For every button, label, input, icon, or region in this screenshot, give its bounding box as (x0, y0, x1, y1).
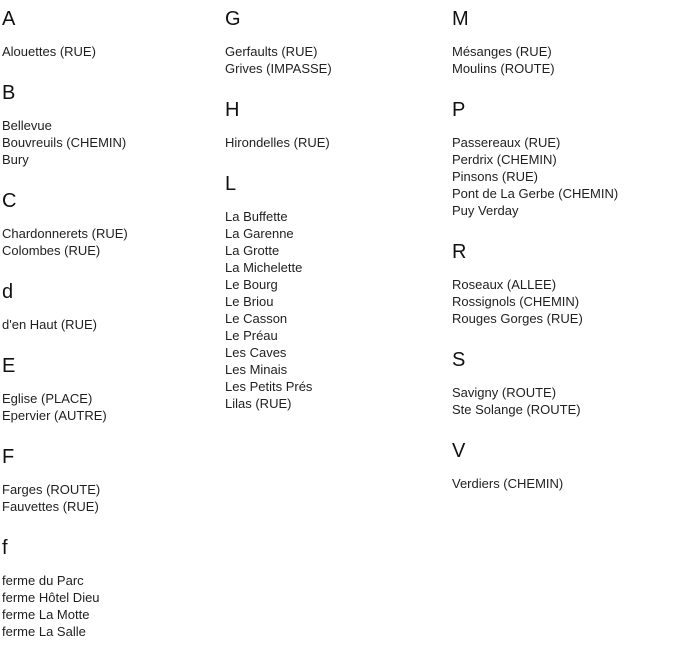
street-entry[interactable]: Mésanges (RUE) (452, 44, 552, 59)
letter-heading: C (2, 190, 17, 212)
street-entry[interactable]: Grives (IMPASSE) (225, 61, 332, 76)
letter-section-s (452, 349, 672, 418)
street-entry[interactable]: Rouges Gorges (RUE) (452, 311, 583, 326)
street-entry-list (2, 481, 225, 515)
letter-section-b (2, 82, 225, 168)
street-entry-list (2, 117, 225, 168)
letter-heading: R (452, 241, 467, 263)
street-entry-list (452, 276, 672, 327)
street-entry[interactable]: Chardonnerets (RUE) (2, 226, 128, 241)
letter-heading: A (2, 8, 16, 30)
street-entry[interactable]: Hirondelles (RUE) (225, 135, 330, 150)
street-entry[interactable]: Bury (2, 152, 29, 167)
street-entry[interactable]: Les Minais (225, 362, 288, 377)
street-entry[interactable]: Savigny (ROUTE) (452, 385, 557, 400)
street-entry[interactable]: Le Briou (225, 294, 274, 309)
street-entry[interactable]: Le Casson (225, 311, 288, 326)
letter-section-h (225, 99, 452, 151)
index-column-1 (2, 8, 225, 662)
street-entry[interactable]: Pont de La Gerbe (CHEMIN) (452, 186, 619, 201)
street-entry[interactable]: Fauvettes (RUE) (2, 499, 99, 514)
letter-section-v (452, 440, 672, 492)
letter-section-p (452, 99, 672, 219)
letter-heading: L (225, 173, 237, 195)
letter-section-e (2, 355, 225, 424)
street-entry[interactable]: Bellevue (2, 118, 52, 133)
street-entry-list (452, 384, 672, 418)
street-entry-list (2, 43, 225, 60)
letter-heading: f (2, 537, 8, 559)
street-entry-list (2, 390, 225, 424)
street-entry[interactable]: Puy Verday (452, 203, 519, 218)
street-entry[interactable]: Gerfaults (RUE) (225, 44, 318, 59)
street-entry[interactable]: La Grotte (225, 243, 280, 258)
street-entry[interactable]: La Buffette (225, 209, 288, 224)
street-entry[interactable]: Le Préau (225, 328, 278, 343)
letter-section-d (2, 281, 225, 333)
street-entry[interactable]: Verdiers (CHEMIN) (452, 476, 564, 491)
street-entry[interactable]: ferme La Motte (2, 607, 90, 622)
street-entry[interactable]: ferme Hôtel Dieu (2, 590, 100, 605)
letter-heading: F (2, 446, 15, 468)
street-entry[interactable]: Passereaux (RUE) (452, 135, 561, 150)
street-entry[interactable]: Le Bourg (225, 277, 278, 292)
street-entry[interactable]: ferme du Parc (2, 573, 84, 588)
street-entry[interactable]: Moulins (ROUTE) (452, 61, 555, 76)
letter-section-l (225, 173, 452, 412)
street-entry-list (2, 572, 225, 640)
street-entry-list (225, 134, 452, 151)
street-entry[interactable]: Perdrix (CHEMIN) (452, 152, 557, 167)
index-column-2 (225, 8, 452, 662)
street-entry[interactable]: Eglise (PLACE) (2, 391, 93, 406)
letter-heading: V (452, 440, 466, 462)
street-entry[interactable]: d'en Haut (RUE) (2, 317, 97, 332)
letter-section-a (2, 8, 225, 60)
street-entry[interactable]: Bouvreuils (CHEMIN) (2, 135, 127, 150)
street-entry-list (452, 475, 672, 492)
letter-heading: E (2, 355, 16, 377)
street-entry[interactable]: Rossignols (CHEMIN) (452, 294, 580, 309)
street-entry-list (225, 208, 452, 412)
street-entry-list (2, 316, 225, 333)
street-entry[interactable]: Farges (ROUTE) (2, 482, 101, 497)
street-entry[interactable]: Les Petits Prés (225, 379, 313, 394)
street-entry[interactable]: La Garenne (225, 226, 294, 241)
letter-section-g (225, 8, 452, 77)
street-entry-list (225, 43, 452, 77)
letter-section-c (2, 190, 225, 259)
letter-heading: B (2, 82, 16, 104)
letter-heading: S (452, 349, 466, 371)
letter-heading: H (225, 99, 240, 121)
index-column-3 (452, 8, 672, 662)
letter-heading: d (2, 281, 14, 303)
street-entry[interactable]: ferme La Salle (2, 624, 86, 639)
street-entry[interactable]: Lilas (RUE) (225, 396, 292, 411)
street-entry[interactable]: Epervier (AUTRE) (2, 408, 107, 423)
street-entry[interactable]: Les Caves (225, 345, 287, 360)
letter-section-f (2, 446, 225, 515)
street-entry[interactable]: Alouettes (RUE) (2, 44, 96, 59)
letter-section-m (452, 8, 672, 77)
letter-section-f (2, 537, 225, 640)
street-entry-list (2, 225, 225, 259)
street-entry-list (452, 134, 672, 219)
street-entry[interactable]: Ste Solange (ROUTE) (452, 402, 581, 417)
letter-heading: P (452, 99, 466, 121)
street-entry[interactable]: La Michelette (225, 260, 303, 275)
street-entry-list (452, 43, 672, 77)
street-entry[interactable]: Roseaux (ALLEE) (452, 277, 557, 292)
street-entry[interactable]: Pinsons (RUE) (452, 169, 538, 184)
letter-heading: M (452, 8, 469, 30)
street-entry[interactable]: Colombes (RUE) (2, 243, 101, 258)
letter-section-r (452, 241, 672, 327)
letter-heading: G (225, 8, 241, 30)
